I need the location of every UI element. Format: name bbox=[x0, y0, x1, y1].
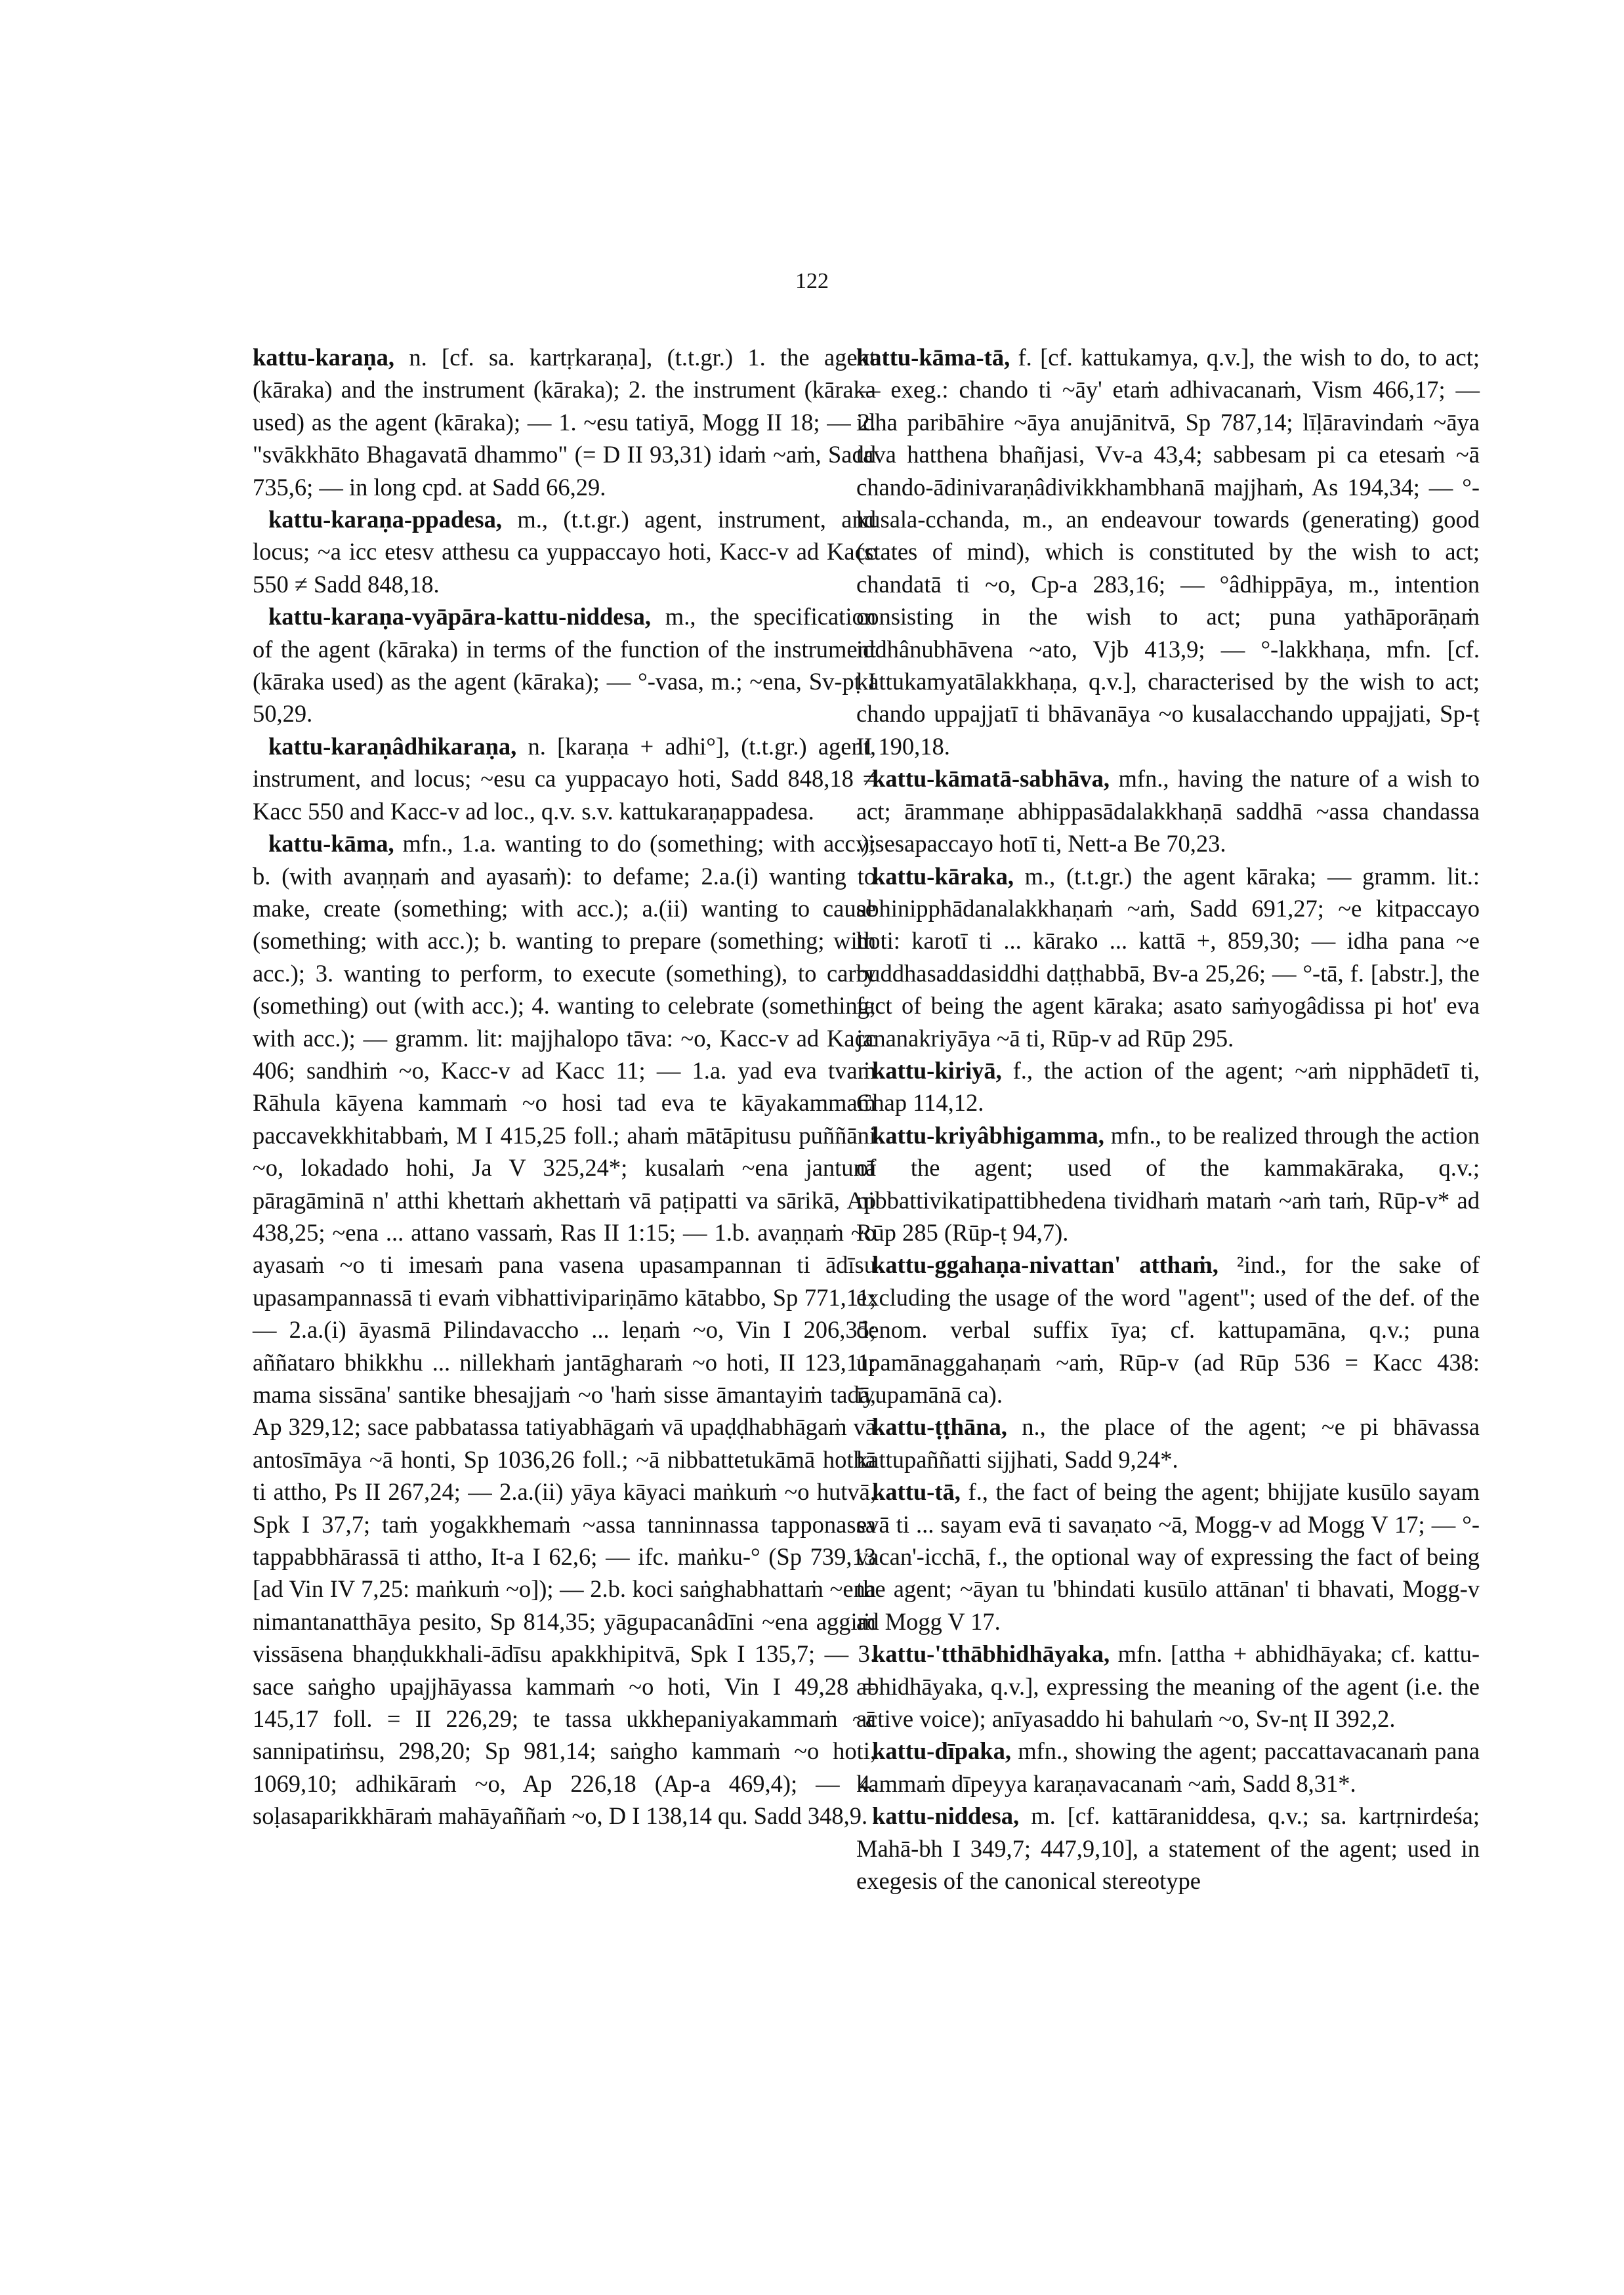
entry-body: mfn., showing the agent; paccattavacanaṁ pana kammaṁ dīpeyya karaṇavacanaṁ ~aṁ, Sadd 8,31*. bbox=[856, 1737, 1480, 1797]
page-number: 122 bbox=[795, 269, 829, 293]
entry-body: f., the fact of being the agent; bhijjate kusūlo sayam evā ti ... sayam evā ti savaṇato ~ā, Mogg-v ad Mogg V 17; — °-vacan'-icchā, f., the optional way of expressing the fact of being the agent; ~āyan tu 'bhindati kusūlo attānan' ti bhavati, Mogg-v ad Mogg V 17. bbox=[856, 1478, 1480, 1635]
entry-body: mfn., having the nature of a wish to act; ārammaṇe abhippasādalakkhaṇā saddhā ~assa chandassa visesapaccayo hotī ti, Nett-a Be 70,23. bbox=[856, 765, 1480, 858]
left-column bbox=[253, 341, 876, 1832]
dictionary-entry bbox=[253, 827, 876, 1832]
entry-headword: kattu-kāma-tā, bbox=[856, 344, 1010, 371]
dictionary-entry bbox=[253, 730, 876, 827]
entry-headword: kattu-kriyâbhigamma, bbox=[872, 1121, 1104, 1149]
dictionary-entry bbox=[253, 341, 876, 503]
entry-body: n., the place of the agent; ~e pi bhāvassa kattupaññatti sijjhati, Sadd 9,24*. bbox=[856, 1413, 1480, 1473]
dictionary-entry bbox=[253, 503, 876, 600]
entry-headword: kattu-ṭṭhāna, bbox=[872, 1413, 1007, 1441]
entry-headword: kattu-kāraka, bbox=[872, 862, 1014, 890]
entry-headword: kattu-karaṇa-vyāpāra-kattu-niddesa, bbox=[268, 603, 652, 631]
entry-headword: kattu-'tthābhidhāyaka, bbox=[872, 1640, 1110, 1668]
entry-body: n. [karaṇa + adhi°], (t.t.gr.) agent, instrument, and locus; ~esu ca yuppacayo hoti, Sadd 848,18 ≠ Kacc 550 and Kacc-v ad loc., q.v. s.v. kattukaraṇappadesa. bbox=[253, 732, 876, 825]
dictionary-entry bbox=[856, 341, 1480, 762]
dictionary-entry bbox=[856, 762, 1480, 859]
dictionary-entry bbox=[856, 1249, 1480, 1411]
dictionary-entry bbox=[856, 1735, 1480, 1800]
entry-headword: kattu-ggahaṇa-nivattan' atthaṁ, bbox=[872, 1251, 1218, 1279]
entry-body: f., the action of the agent; ~aṁ nipphādetī ti, Chap 114,12. bbox=[856, 1056, 1480, 1117]
entry-headword: kattu-kāma, bbox=[268, 830, 394, 858]
entry-headword: kattu-kiriyā, bbox=[872, 1056, 1002, 1084]
entry-body: n. [cf. sa. kartṛkaraṇa], (t.t.gr.) 1. the agent (kāraka) and the instrument (kāraka); 2. the instrument (kāraka used) as the agent (kāraka); — 1. ~esu tatiyā, Mogg II 18; — 2. "svākkhāto Bhagavatā dhammo" (= D II 93,31) idaṁ ~aṁ, Sadd 735,6; — in long cpd. at Sadd 66,29. bbox=[253, 344, 876, 501]
dictionary-entry bbox=[856, 860, 1480, 1054]
entry-headword: kattu-dīpaka, bbox=[872, 1737, 1011, 1765]
dictionary-entry bbox=[856, 1119, 1480, 1249]
entry-body: m., (t.t.gr.) agent, instrument, and locus; ~a icc etesv atthesu ca yuppaccayo hoti, Kacc-v ad Kacc 550 ≠ Sadd 848,18. bbox=[253, 506, 876, 598]
entry-body: mfn. [attha + abhidhāyaka; cf. kattu-abhidhāyaka, q.v.], expressing the meaning of the agent (i.e. the active voice); anīyasaddo hi bahulaṁ ~o, Sv-nṭ II 392,2. bbox=[856, 1640, 1480, 1733]
entry-headword: kattu-niddesa, bbox=[872, 1802, 1020, 1830]
dictionary-entry bbox=[856, 1476, 1480, 1638]
right-column bbox=[856, 341, 1480, 1897]
entry-body: mfn., to be realized through the action of the agent; used of the kammakāraka, q.v.; nibbattivikatipattibhedena tividhaṁ mataṁ ~aṁ taṁ, Rūp-v* ad Rūp 285 (Rūp-ṭ 94,7). bbox=[856, 1121, 1480, 1246]
entry-headword: kattu-tā, bbox=[872, 1478, 961, 1506]
dictionary-entry bbox=[856, 1638, 1480, 1735]
entry-headword: kattu-karaṇâdhikaraṇa, bbox=[268, 732, 517, 760]
entry-body: ²ind., for the sake of excluding the usage of the word "agent"; used of the def. of the denom. verbal suffix īya; cf. kattupamāna, q.v.; puna upamānaggahaṇaṁ ~aṁ, Rūp-v (ad Rūp 536 = Kacc 438: īyupamānā ca). bbox=[856, 1251, 1480, 1408]
entry-body: f. [cf. kattukamya, q.v.], the wish to do, to act; — exeg.: chando ti ~āy' etaṁ adhivacanaṁ, Vism 466,17; — idha paribāhire ~āya anujānitvā, Sp 787,14; līḷāravindaṁ ~āya tava hatthena bhañjasi, Vv-a 43,4; sabbesam pi ca etesaṁ ~ā chando-ādinivaraṇâdivikkhambhanā majjhaṁ, As 194,34; — °-kusala-cchanda, m., an endeavour towards (generating) good (states of mind), which is constituted by the wish to act; chandatā ti ~o, Cp-a 283,16; — °âdhippāya, m., intention consisting in the wish to act; puna yathāporāṇaṁ iddhânubhāvena ~ato, Vjb 413,9; — °-lakkhaṇa, mfn. [cf. kattukamyatālakkhaṇa, q.v.], characterised by the wish to act; chando uppajjatī ti bhāvanāya ~o kusalacchando uppajjati, Sp-ṭ II 190,18. bbox=[856, 344, 1480, 760]
entry-headword: kattu-kāmatā-sabhāva, bbox=[872, 765, 1110, 793]
entry-headword: kattu-karaṇa-ppadesa, bbox=[268, 506, 502, 533]
entry-body: mfn., 1.a. wanting to do (something; with acc.); b. (with avaṇṇaṁ and ayasaṁ): to defame; 2.a.(i) wanting to make, create (something; with acc.); a.(ii) wanting to cause (something; with acc.); b. wanting to prepare (something; with acc.); 3. wanting to perform, to execute (something), to carry (something) out (with acc.); 4. wanting to celebrate (something; with acc.); — gramm. lit: majjhalopo tāva: ~o, Kacc-v ad Kacc 406; sandhiṁ ~o, Kacc-v ad Kacc 11; — 1.a. yad eva tvaṁ Rāhula kāyena kammaṁ ~o hosi tad eva te kāyakammaṁ paccavekkhitabbaṁ, M I 415,25 foll.; ahaṁ mātāpitusu puññāni ~o, lokadado hohi, Ja V 325,24*; kusalaṁ ~ena jantunā pāragāminā n' atthi khettaṁ akhettaṁ vā paṭipatti va sārikā, Ap 438,25; ~ena ... attano vassaṁ, Ras II 1:15; — 1.b. avaṇṇaṁ ~o ayasaṁ ~o ti imesaṁ pana vasena upasampannan ti ādīsu upasampannassā ti evaṁ vibhattivipariṇāmo kātabbo, Sp 771,11; — 2.a.(i) āyasmā Pilindavaccho ... leṇaṁ ~o, Vin I 206,35; aññataro bhikkhu ... nillekhaṁ jantāgharaṁ ~o hoti, II 123,11; mama sissāna' santike bhesajjaṁ ~o 'haṁ sisse āmantayiṁ tadā, Ap 329,12; sace pabbatassa tatiyabhāgaṁ vā upaḍḍhabhāgaṁ vā antosīmāya ~ā honti, Sp 1036,26 foll.; ~ā nibbattetukāmā hothā ti attho, Ps II 267,24; — 2.a.(ii) yāya kāyaci maṅkuṁ ~o hutvā, Spk I 37,7; taṁ yogakkhemaṁ ~assa tanninnassa tapponassa tappabbhārassā ti attho, It-a I 62,6; — ifc. maṅku-° (Sp 739,13 [ad Vin IV 7,25: maṅkuṁ ~o]); — 2.b. koci saṅghabhattaṁ ~ena nimantanatthāya pesito, Sp 814,35; yāgupacanâdīni ~ena aggiṁ vissāsena bhaṇḍukkhali-ādīsu apakkhipitvā, Spk I 135,7; — 3. sace saṅgho upajjhāyassa kammaṁ ~o hoti, Vin I 49,28 = 145,17 foll. = II 226,29; te tassa ukkhepaniyakammaṁ ~ā sannipatiṁsu, 298,20; Sp 981,14; saṅgho kammaṁ ~o hoti, 1069,10; adhikāraṁ ~o, Ap 226,18 (Ap-a 469,4); — 4. soḷasaparikkhāraṁ mahāyaññaṁ ~o, D I 138,14 qu. Sadd 348,9. bbox=[253, 830, 876, 1830]
entry-body: m., the specification of the agent (kāraka) in terms of the function of the instrument (kāraka used) as the agent (kāraka); — °-vasa, m.; ~ena, Sv-pṭ I 50,29. bbox=[253, 603, 876, 728]
entry-body: m. [cf. kattāraniddesa, q.v.; sa. kartṛnirdeśa; Mahā-bh I 349,7; 447,9,10], a statement of the agent; used in exegesis of the canonical stereotype bbox=[856, 1802, 1480, 1895]
dictionary-entry bbox=[856, 1800, 1480, 1897]
dictionary-entry bbox=[253, 600, 876, 730]
dictionary-entry bbox=[856, 1054, 1480, 1119]
entry-body: m., (t.t.gr.) the agent kāraka; — gramm. lit.: abhinipphādanalakkhaṇaṁ ~aṁ, Sadd 691,27; ~e kitpaccayo hoti: karotī ti ... kārako ... kattā +, 859,30; — idha pana ~e buddhasaddasiddhi daṭṭhabbā, Bv-a 25,26; — °-tā, f. [abstr.], the fact of being the agent kāraka; asato saṁyogâdissa pi hot' eva jananakriyāya ~ā ti, Rūp-v ad Rūp 295. bbox=[856, 862, 1480, 1052]
entry-headword: kattu-karaṇa, bbox=[253, 344, 394, 371]
dictionary-entry bbox=[856, 1411, 1480, 1476]
